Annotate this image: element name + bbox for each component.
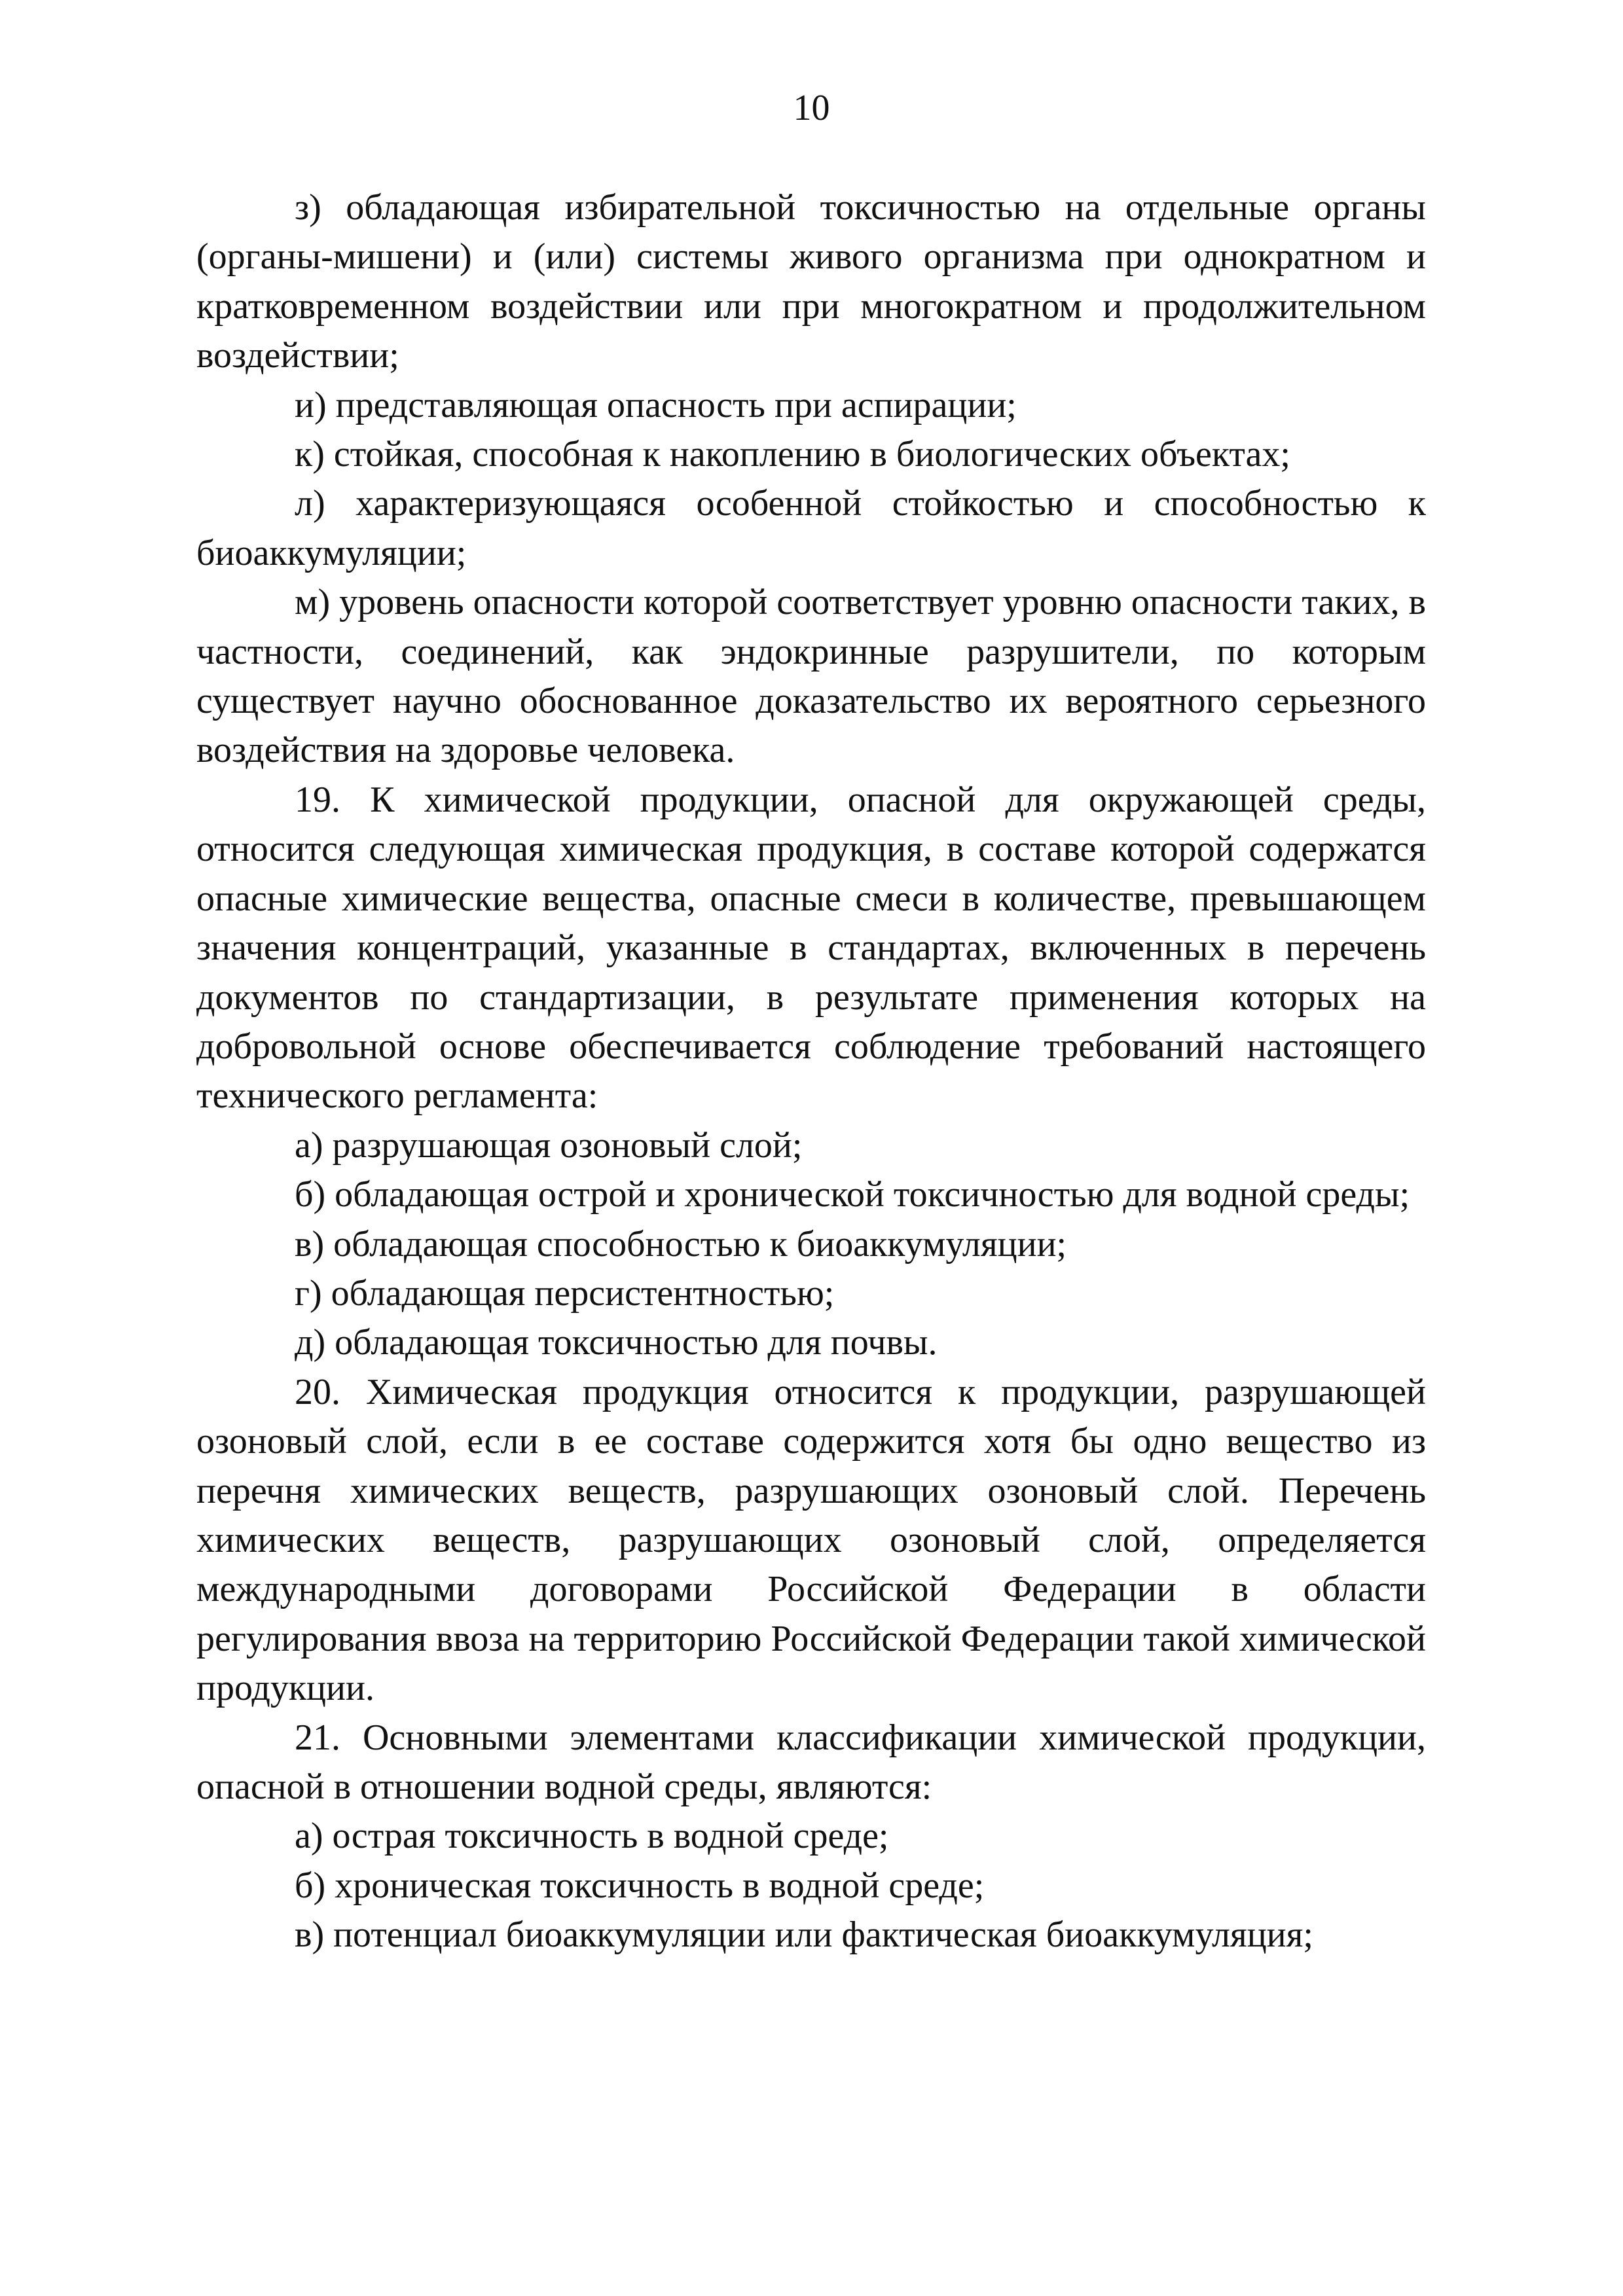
paragraph-m: м) уровень опасности которой соответствует уровню опасности таких, в частности, соединений, как эндокринные разрушители, по которым существует научно обоснованное доказательство их вероятного серьезного воздействия на здоровье человека.	[196, 582, 1426, 771]
paragraph-21-a: а) острая токсичность в водной среде;	[295, 1816, 889, 1857]
paragraph-19-a: а) разрушающая озоновый слой;	[295, 1124, 803, 1166]
paragraph-19: 19. К химической продукции, опасной для окружающей среды, относится следующая химическая продукция, в составе которой содержатся опасные химические вещества, опасные смеси в количестве, превышающем значения концентраций, указанные в стандартах, включенных в перечень документов по стандартизации, в результате применения которых на добровольной основе обеспечивается соблюдение требований настоящего технического регламента:	[196, 779, 1426, 1117]
page-number: 10	[793, 88, 830, 128]
document-body	[196, 183, 1426, 1960]
paragraph-19-g: г) обладающая персистентностью;	[295, 1272, 835, 1314]
paragraph-20: 20. Химическая продукция относится к продукции, разрушающей озоновый слой, если в ее составе содержится хотя бы одно вещество из перечня химических веществ, разрушающих озоновый слой. Перечень химических веществ, разрушающих озоновый слой, определяется международными договорами Российской Федерации в области регулирования ввоза на территорию Российской Федерации такой химической продукции.	[196, 1371, 1426, 1709]
paragraph-i: и) представляющая опасность при аспирации;	[295, 384, 1017, 425]
paragraph-19-v: в) обладающая способностью к биоаккумуляции;	[295, 1223, 1067, 1265]
paragraph-19-d: д) обладающая токсичностью для почвы.	[295, 1322, 938, 1363]
paragraph-19-b: б) обладающая острой и хронической токсичностью для водной среды;	[295, 1174, 1410, 1215]
paragraph-k: к) стойкая, способная к накоплению в биологических объектах;	[295, 434, 1290, 475]
paragraph-21: 21. Основными элементами классификации химической продукции, опасной в отношении водной среды, являются:	[196, 1717, 1426, 1807]
paragraph-21-b: б) хроническая токсичность в водной среде;	[295, 1865, 985, 1906]
paragraph-21-v: в) потенциал биоаккумуляции или фактическая биоаккумуляция;	[295, 1914, 1313, 1956]
paragraph-l: л) характеризующаяся особенной стойкостью и способностью к биоаккумуляции;	[196, 483, 1426, 573]
paragraph-z: з) обладающая избирательной токсичностью на отдельные органы (органы-мишени) и (или) системы живого организма при однократном и кратковременном воздействии или при многократном и продолжительном воздействии;	[196, 187, 1426, 376]
